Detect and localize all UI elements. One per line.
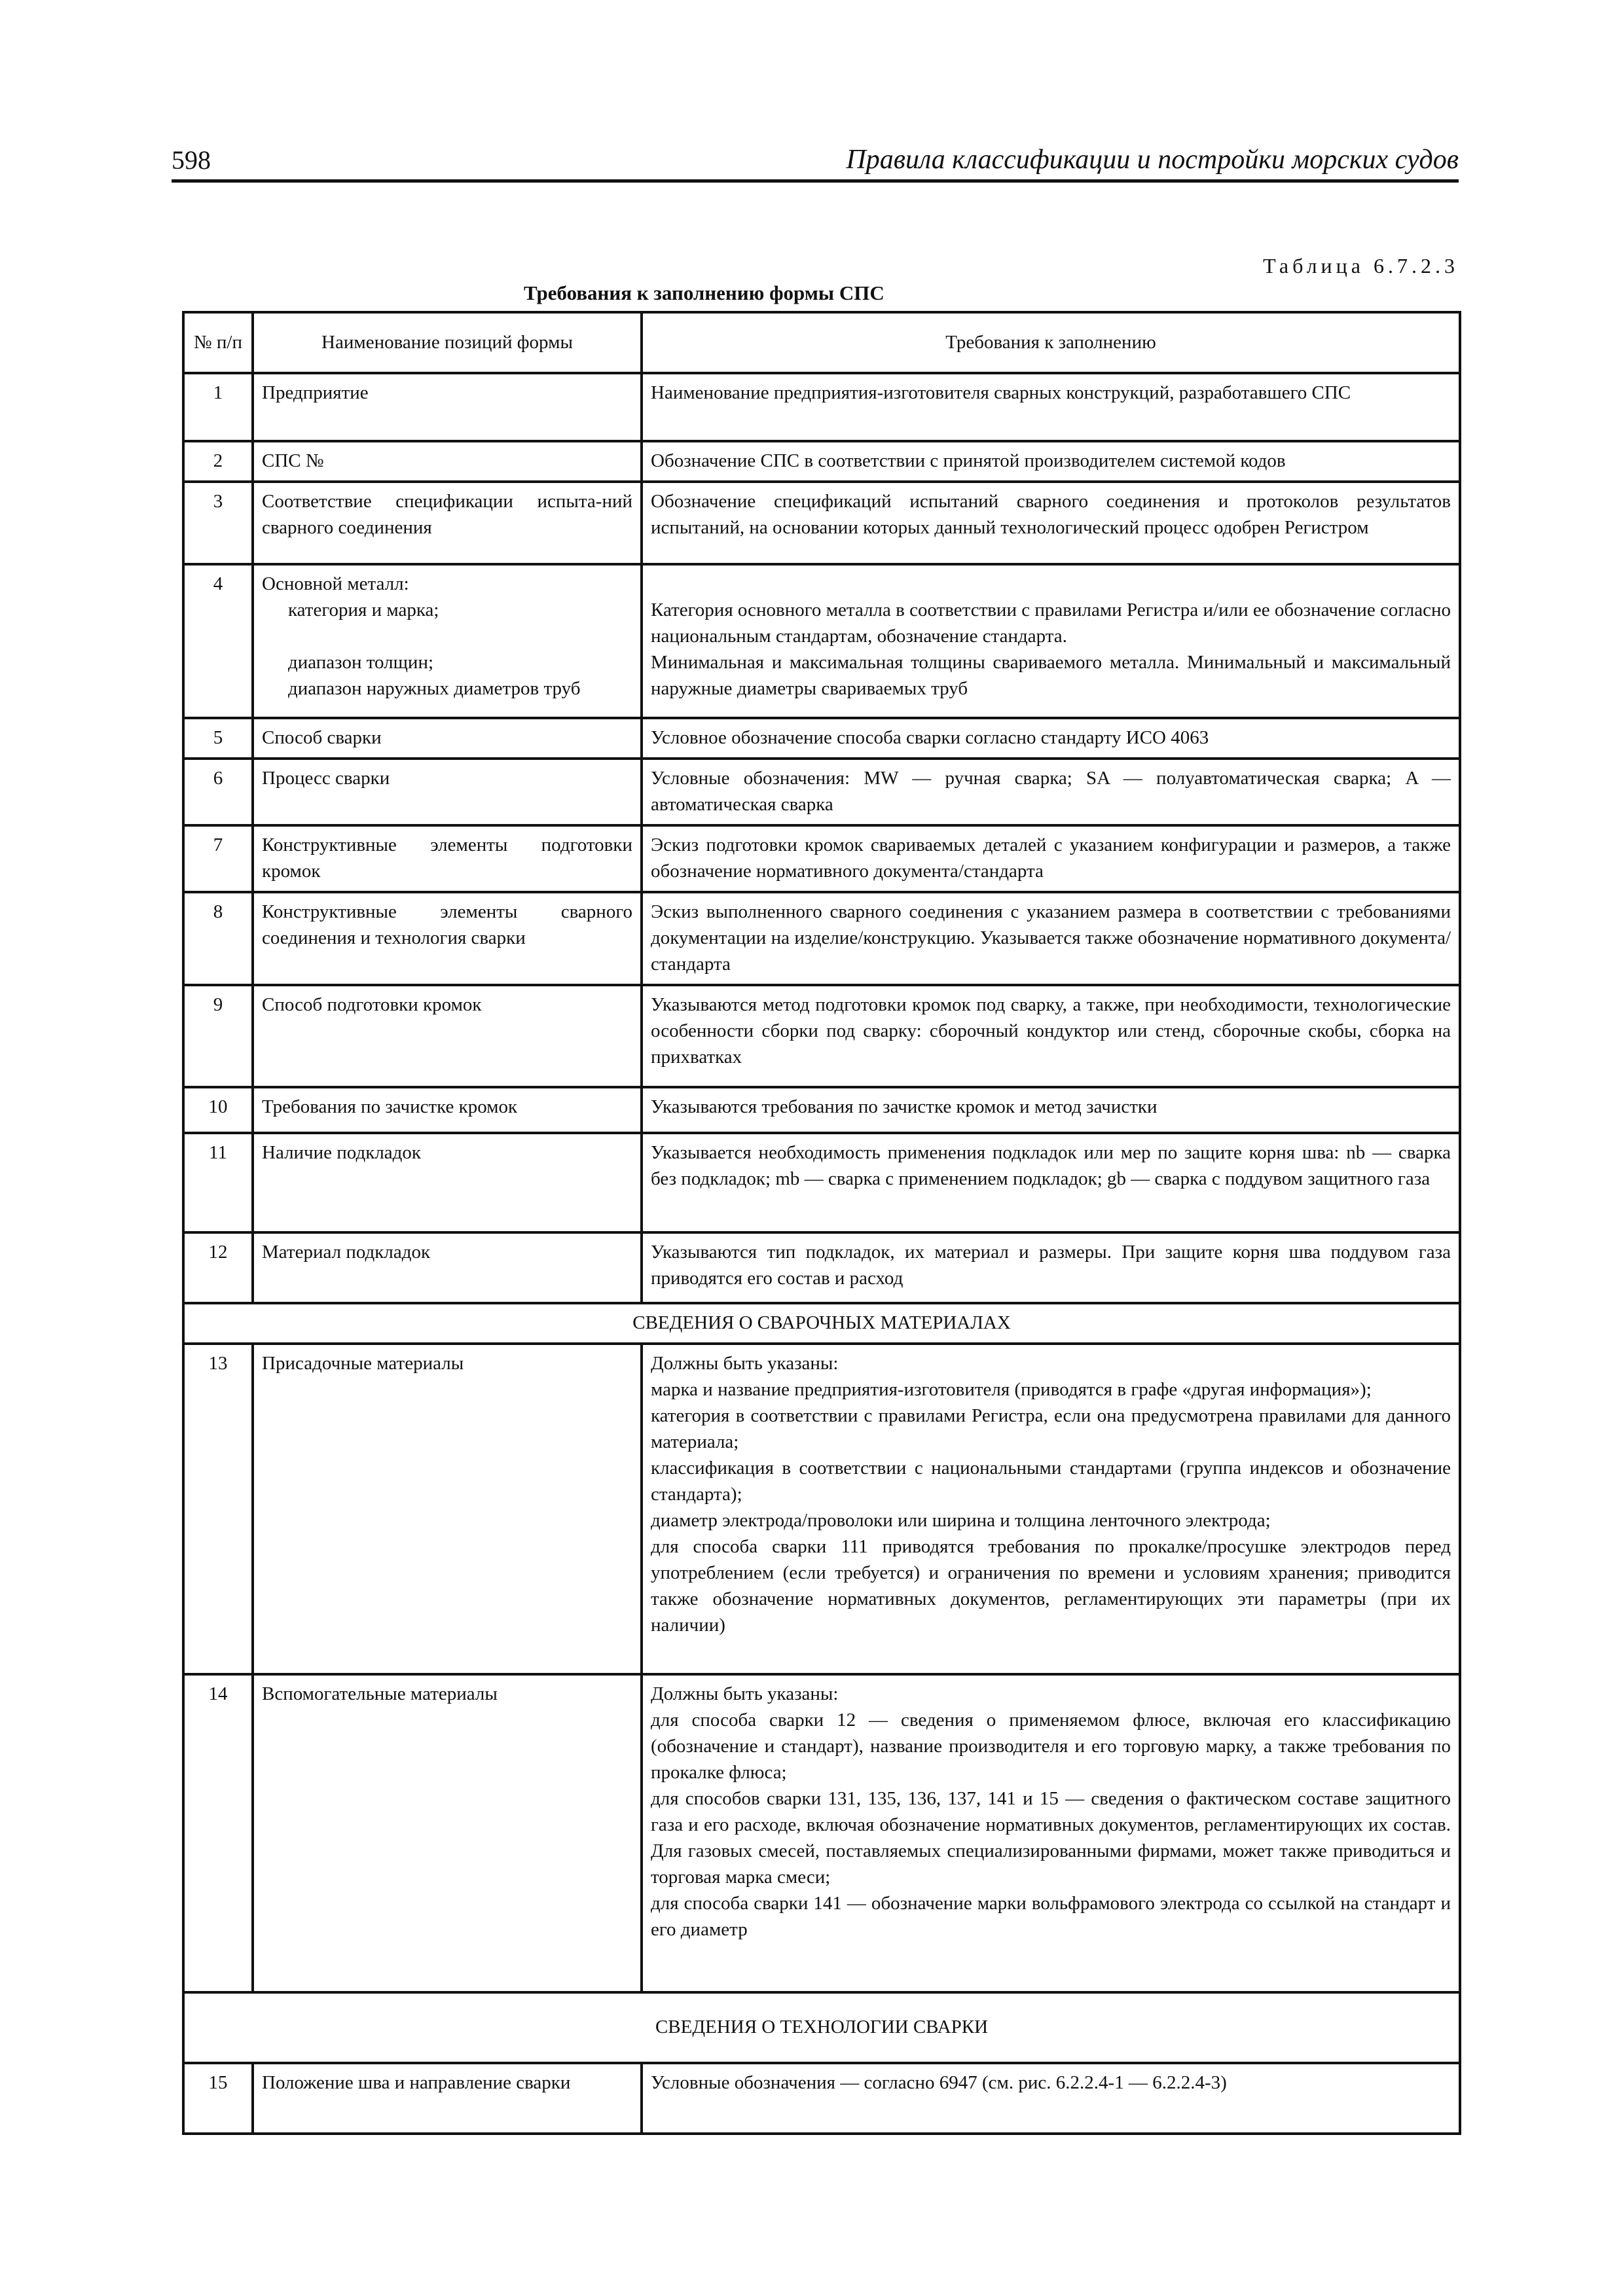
position-name: Конструктивные элементы сварного соединения и технология сварки — [253, 892, 642, 985]
row-number: 8 — [183, 892, 253, 985]
section-title-technology: СВЕДЕНИЯ О ТЕХНОЛОГИИ СВАРКИ — [183, 1992, 1460, 2063]
requirement-text: Обозначение спецификаций испытаний сварного соединения и протоколов результатов испытаний, на основании которых данный технологический процесс одобрен Регистром — [642, 482, 1460, 564]
table-row — [183, 482, 1460, 564]
position-name: Материал подкладок — [253, 1232, 642, 1303]
requirement-line: для способов сварки 131, 135, 136, 137, 141 и 15 — сведения о фактическом составе защитного газа и его расходе, включая обозначение нормативных документов, регламентирующих их состав. Для газовых смесей, поставляемых специализированными фирмами, может также приводиться и торговая марка смеси; — [651, 1788, 1451, 1888]
requirement-line: Минимальная и максимальная толщины свариваемого металла. Минимальный и максимальный наружные диаметры свариваемых труб — [651, 652, 1451, 699]
table-header-row — [183, 312, 1460, 373]
requirement-text: Указываются тип подкладок, их материал и размеры. При защите корня шва поддувом газа приводятся его состав и расход — [642, 1232, 1460, 1303]
requirement-line: категория в соответствии с правилами Регистра, если она предусмотрена правилами для данного материала; — [651, 1405, 1451, 1452]
requirement-text: Эскиз выполненного сварного соединения с указанием размера в соответствии с требованиями документации на изделие/конструкцию. Указывается также обозначение нормативного документа/стандарта — [642, 892, 1460, 985]
requirement-text: Указываются требования по зачистке кромок и метод зачистки — [642, 1087, 1460, 1133]
requirement-text — [642, 1674, 1460, 1992]
requirement-line: Должны быть указаны: — [651, 1353, 839, 1374]
position-name: Способ подготовки кромок — [253, 985, 642, 1087]
column-header-requirements: Требования к заполнению — [642, 312, 1460, 373]
table-row — [183, 564, 1460, 718]
table-row — [183, 892, 1460, 985]
position-name: Процесс сварки — [253, 759, 642, 825]
requirement-text: Указываются метод подготовки кромок под сварку, а также, при необходимости, технологические особенности сборки под сварку: сборочный кондуктор или стенд, сборочные скобы, сборка на прихватках — [642, 985, 1460, 1087]
position-name: Конструктивные элементы подготовки кромок — [253, 825, 642, 892]
table-row — [183, 1674, 1460, 1992]
position-name: СПС № — [253, 441, 642, 482]
requirements-table — [182, 311, 1461, 2135]
requirement-line: марка и название предприятия-изготовителя (приводятся в графе «другая информация»); — [651, 1379, 1372, 1400]
table-row — [183, 1232, 1460, 1303]
requirement-text: Наименование предприятия-изготовителя сварных конструкций, разработавшего СПС — [642, 373, 1460, 441]
position-name: Предприятие — [253, 373, 642, 441]
row-number: 1 — [183, 373, 253, 441]
requirement-line: Должны быть указаны: — [651, 1683, 839, 1704]
row-number: 12 — [183, 1232, 253, 1303]
position-name: Способ сварки — [253, 718, 642, 759]
row-number: 11 — [183, 1133, 253, 1232]
requirement-text: Условное обозначение способа сварки согласно стандарту ИСО 4063 — [642, 718, 1460, 759]
row-number: 4 — [183, 564, 253, 718]
requirement-line: для способа сварки 12 — сведения о применяемом флюсе, включая его классификацию (обозначение и стандарт), название производителя и его торговую марку, а также требования по прокалке флюса; — [651, 1710, 1451, 1783]
requirement-text — [642, 564, 1460, 718]
requirement-text: Обозначение СПС в соответствии с принятой производителем системой кодов — [642, 441, 1460, 482]
requirement-line: Категория основного металла в соответствии с правилами Регистра и/или ее обозначение согласно национальным стандартам, обозначение стандарта. — [651, 600, 1451, 647]
table-label: Таблица 6.7.2.3 — [1263, 254, 1459, 278]
row-number: 2 — [183, 441, 253, 482]
row-number: 14 — [183, 1674, 253, 1992]
section-header-row — [183, 1992, 1460, 2063]
row-number: 9 — [183, 985, 253, 1087]
requirement-line: для способа сварки 141 — обозначение марки вольфрамового электрода со ссылкой на стандарт и его диаметр — [651, 1893, 1451, 1940]
table-row — [183, 825, 1460, 892]
position-name: Присадочные материалы — [253, 1344, 642, 1674]
position-name: Вспомогательные материалы — [253, 1674, 642, 1992]
section-title-materials: СВЕДЕНИЯ О СВАРОЧНЫХ МАТЕРИАЛАХ — [183, 1303, 1460, 1344]
row-number: 13 — [183, 1344, 253, 1674]
row-number: 15 — [183, 2063, 253, 2134]
page-header — [172, 145, 1459, 183]
row-number: 6 — [183, 759, 253, 825]
requirement-text: Условные обозначения: MW — ручная сварка; SA — полуавтоматическая сварка; A — автоматическая сварка — [642, 759, 1460, 825]
page-number: 598 — [172, 145, 211, 175]
requirement-text: Указывается необходимость применения подкладок или мер по защите корня шва: nb — сварка без подкладок; mb — сварка с применением подкладок; gb — сварка с поддувом защитного газа — [642, 1133, 1460, 1232]
position-name-main: Основной металл: — [262, 573, 409, 594]
column-header-number: № п/п — [183, 312, 253, 373]
requirement-text: Эскиз подготовки кромок свариваемых деталей с указанием конфигурации и размеров, а также обозначение нормативного документа/стандарта — [642, 825, 1460, 892]
requirement-text: Условные обозначения — согласно 6947 (см. рис. 6.2.2.4-1 — 6.2.2.4-3) — [642, 2063, 1460, 2134]
requirement-text — [642, 1344, 1460, 1674]
table-row — [183, 441, 1460, 482]
table-row — [183, 1133, 1460, 1232]
position-name: Наличие подкладок — [253, 1133, 642, 1232]
table-row — [183, 2063, 1460, 2134]
row-number: 5 — [183, 718, 253, 759]
row-number: 7 — [183, 825, 253, 892]
column-header-position: Наименование позиций формы — [253, 312, 642, 373]
section-header-row — [183, 1303, 1460, 1344]
position-name: Положение шва и направление сварки — [253, 2063, 642, 2134]
table-row — [183, 373, 1460, 441]
requirement-line: классификация в соответствии с национальными стандартами (группа индексов и обозначение стандарта); — [651, 1458, 1451, 1505]
table-row — [183, 1344, 1460, 1674]
requirement-line: диаметр электрода/проволоки или ширина и толщина ленточного электрода; — [651, 1510, 1271, 1531]
position-name: Соответствие спецификации испыта-ний сварного соединения — [253, 482, 642, 564]
table-row — [183, 759, 1460, 825]
running-title: Правила классификации и постройки морских судов — [846, 145, 1459, 175]
position-name: Требования по зачистке кромок — [253, 1087, 642, 1133]
position-subitem-grade: категория и марка; — [288, 600, 439, 620]
row-number: 10 — [183, 1087, 253, 1133]
requirement-line: для способа сварки 111 приводятся требования по прокалке/просушке электродов перед употреблением (если требуется) и ограничения по времени и условиям хранения; приводится также обозначение нормативных документов, регламентирующих эти параметры (при их наличии) — [651, 1536, 1451, 1636]
table-row — [183, 985, 1460, 1087]
position-subitem-diameter: диапазон наружных диаметров труб — [288, 678, 581, 699]
row-number: 3 — [183, 482, 253, 564]
table-row — [183, 1087, 1460, 1133]
position-subitem-thickness: диапазон толщин; — [288, 652, 434, 673]
table-caption: Требования к заполнению формы СПС — [524, 281, 884, 304]
position-name — [253, 564, 642, 718]
table-row — [183, 718, 1460, 759]
